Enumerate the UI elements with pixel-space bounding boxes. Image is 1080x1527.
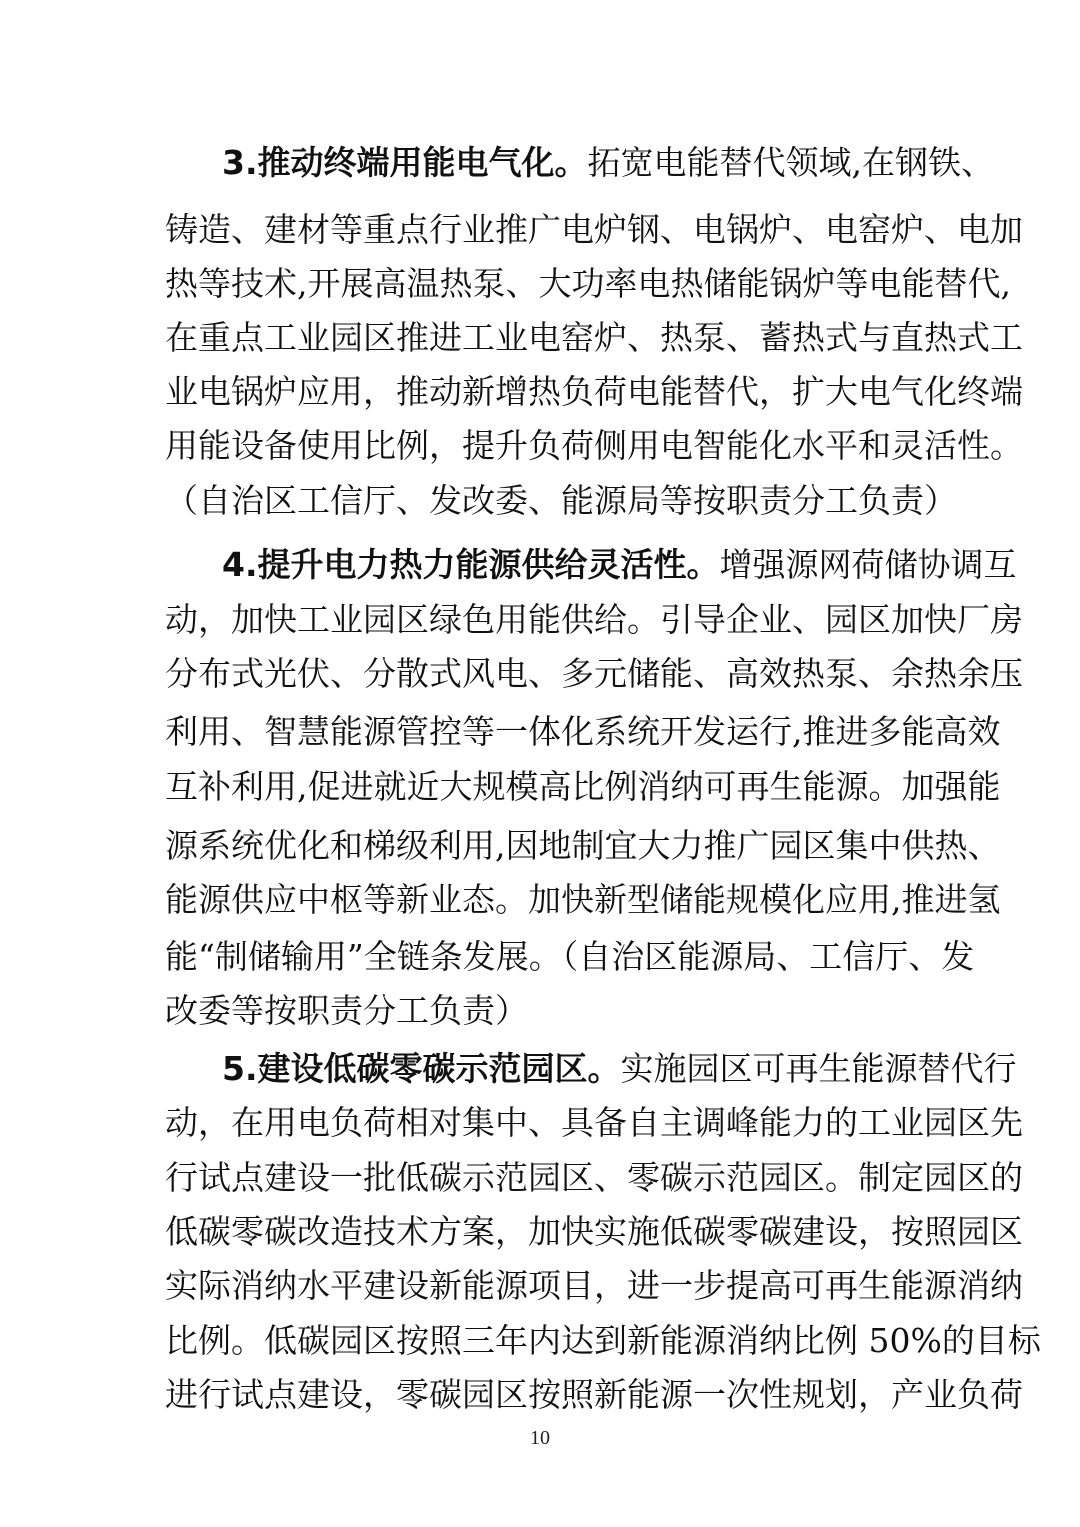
- paragraph-line: 改委等按职责分工负责）: [165, 991, 528, 1030]
- paragraph-line: 互补利用,促进就近大规模高比例消纳可再生能源。加强能: [165, 767, 1001, 806]
- paragraph-line: 源系统优化和梯级利用,因地制宜大力推广园区集中供热、: [165, 826, 1001, 865]
- section-heading: 3.推动终端用能电气化。: [222, 143, 588, 182]
- paragraph-line: [222, 143, 994, 183]
- paragraph-line: 动，在用电负荷相对集中、具备自主调峰能力的工业园区先: [165, 1103, 1023, 1142]
- paragraph-line: 动，加快工业园区绿色用能供给。引导企业、园区加快厂房: [165, 600, 1023, 639]
- paragraph-text: 拓宽电能替代领域,在钢铁、: [587, 143, 994, 182]
- paragraph-line: 进行试点建设，零碳园区按照新能源一次性规划，产业负荷: [165, 1375, 1023, 1414]
- paragraph-line: 行试点建设一批低碳示范园区、零碳示范园区。制定园区的: [165, 1158, 1023, 1197]
- paragraph-line: 在重点工业园区推进工业电窑炉、热泵、蓄热式与直热式工: [165, 318, 1023, 357]
- paragraph-line: 低碳零碳改造技术方案，加快实施低碳零碳建设，按照园区: [165, 1212, 1023, 1251]
- section-heading: 5.建设低碳零碳示范园区。: [222, 1049, 621, 1088]
- paragraph-line: 铸造、建材等重点行业推广电炉钢、电锅炉、电窑炉、电加: [165, 210, 1023, 249]
- paragraph-text: 增强源网荷储协调互: [719, 545, 1017, 584]
- paragraph-line: 实际消纳水平建设新能源项目，进一步提高可再生能源消纳: [165, 1266, 1023, 1305]
- paragraph-line: （自治区工信厅、发改委、能源局等按职责分工负责）: [165, 481, 957, 520]
- paragraph-line: 热等技术,开展高温热泵、大功率电热储能锅炉等电能替代,: [165, 264, 1011, 303]
- paragraph-line: 能“制储输用”全链条发展。（自治区能源局、工信厅、发: [165, 937, 975, 976]
- paragraph-line: 分布式光伏、分散式风电、多元储能、高效热泵、余热余压: [165, 654, 1023, 693]
- paragraph-line: [222, 545, 1017, 585]
- paragraph-line: 比例。低碳园区按照三年内达到新能源消纳比例 50%的目标: [165, 1321, 1041, 1360]
- page-number: 10: [530, 1427, 550, 1449]
- paragraph-line: [222, 1049, 1017, 1089]
- paragraph-line: 利用、智慧能源管控等一体化系统开发运行,推进多能高效: [165, 712, 1001, 751]
- paragraph-line: 用能设备使用比例，提升负荷侧用电智能化水平和灵活性。: [165, 426, 1023, 465]
- paragraph-text: 实施园区可再生能源替代行: [620, 1049, 1017, 1088]
- paragraph-line: 业电锅炉应用，推动新增热负荷电能替代，扩大电气化终端: [165, 372, 1023, 411]
- paragraph-line: 能源供应中枢等新业态。加快新型储能规模化应用,推进氢: [165, 880, 1001, 919]
- section-heading: 4.提升电力热力能源供给灵活性。: [222, 545, 720, 584]
